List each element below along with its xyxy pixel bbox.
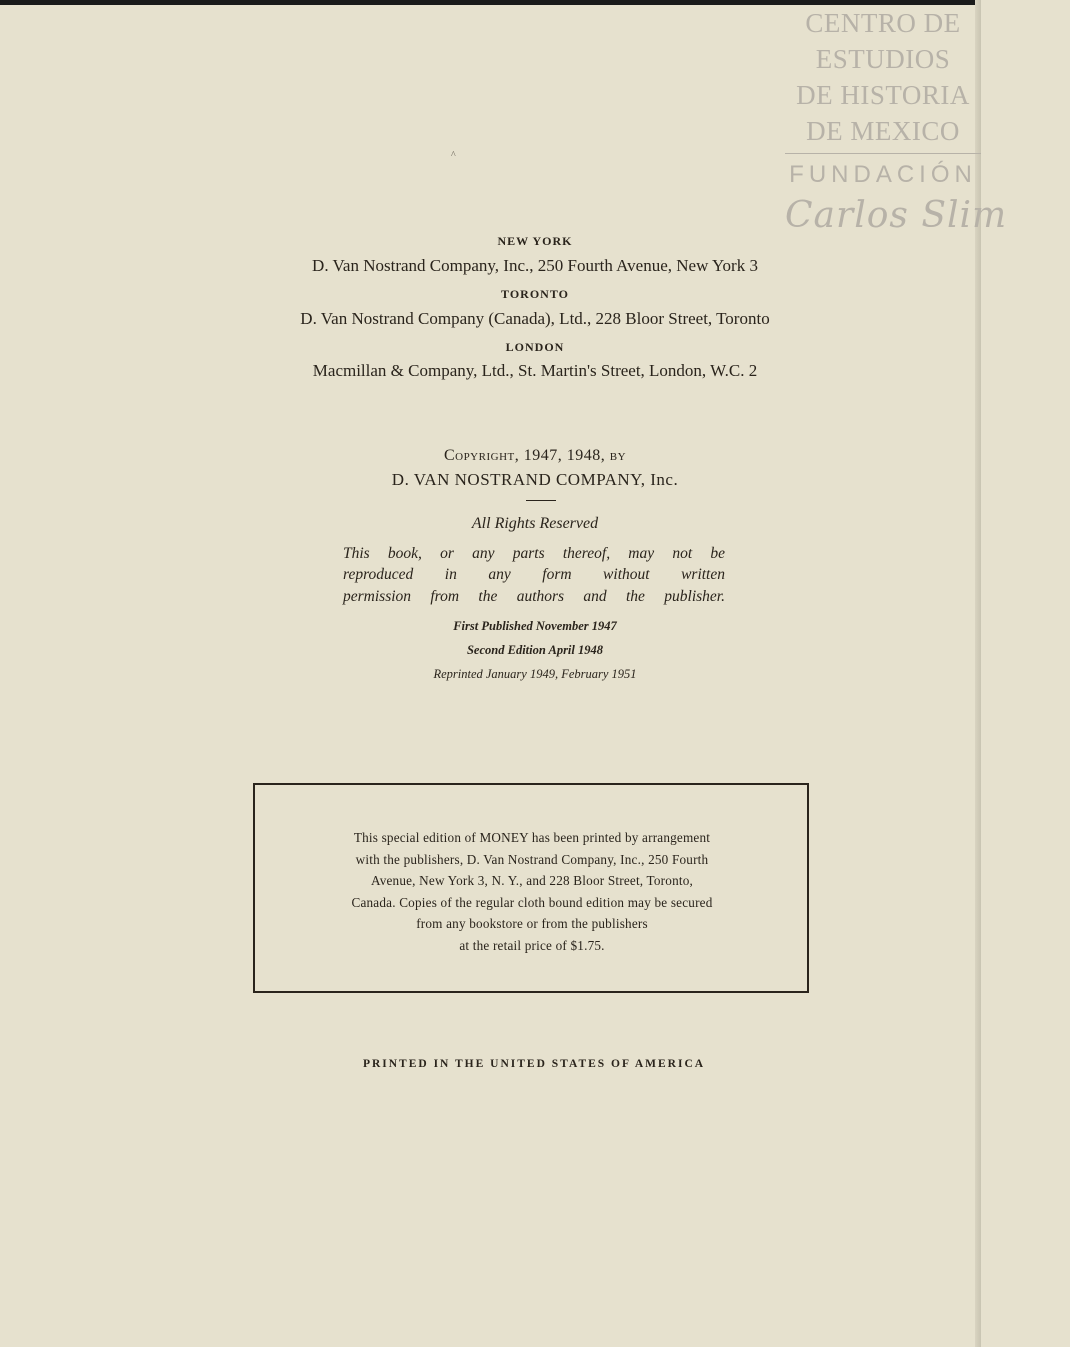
city-toronto: TORONTO [501, 287, 569, 301]
speck-mark: ^ [451, 150, 456, 161]
watermark-foundation: FUNDACIÓN [789, 161, 977, 188]
rights-line: permission from the authors and the publisher. [343, 588, 725, 605]
address-london: Macmillan & Company, Ltd., St. Martin's Street, London, W.C. 2 [312, 361, 758, 380]
special-edition-box [253, 783, 809, 993]
special-edition-line: Canada. Copies of the regular cloth bound edition may be secured [351, 894, 713, 910]
special-edition-line: This special edition of MONEY has been printed by arrangement [353, 830, 711, 845]
city-new-york: NEW YORK [497, 234, 573, 248]
watermark-line: DE HISTORIA [796, 80, 970, 110]
watermark-line: CENTRO DE [805, 8, 961, 38]
copyright-years: Copyright, 1947, 1948, by [443, 447, 627, 464]
copyright-holder: D. VAN NOSTRAND COMPANY, Inc. [391, 470, 679, 489]
special-edition-line: from any bookstore or from the publishers [416, 916, 648, 932]
watermark [785, 5, 1008, 240]
second-edition: Second Edition April 1948 [466, 643, 604, 657]
printed-in-usa: PRINTED IN THE UNITED STATES OF AMERICA [362, 1058, 706, 1070]
special-edition-line: Avenue, New York 3, N. Y., and 228 Bloor Street, Toronto, [370, 873, 694, 889]
special-edition-text [295, 827, 769, 957]
watermark-line: ESTUDIOS [815, 44, 951, 74]
address-toronto: D. Van Nostrand Company (Canada), Ltd., 228 Bloor Street, Toronto [300, 309, 770, 328]
copyright-rule [526, 500, 556, 501]
watermark-line: DE MEXICO [806, 116, 960, 146]
special-edition-line: at the retail price of $1.75. [459, 937, 605, 953]
rights-line: This book, or any parts thereof, may not be [343, 545, 725, 562]
rights-reserved: All Rights Reserved [471, 515, 599, 532]
address-new-york: D. Van Nostrand Company, Inc., 250 Fourth Avenue, New York 3 [312, 256, 758, 275]
watermark-divider [785, 153, 981, 154]
first-published: First Published November 1947 [453, 619, 617, 633]
special-edition-line: with the publishers, D. Van Nostrand Company, Inc., 250 Fourth [355, 851, 709, 867]
city-london: LONDON [505, 340, 565, 354]
rights-line: reproduced in any form without written [343, 566, 725, 583]
reprinted: Reprinted January 1949, February 1951 [433, 667, 637, 681]
watermark-signature: Carlos Slim [785, 195, 1008, 236]
